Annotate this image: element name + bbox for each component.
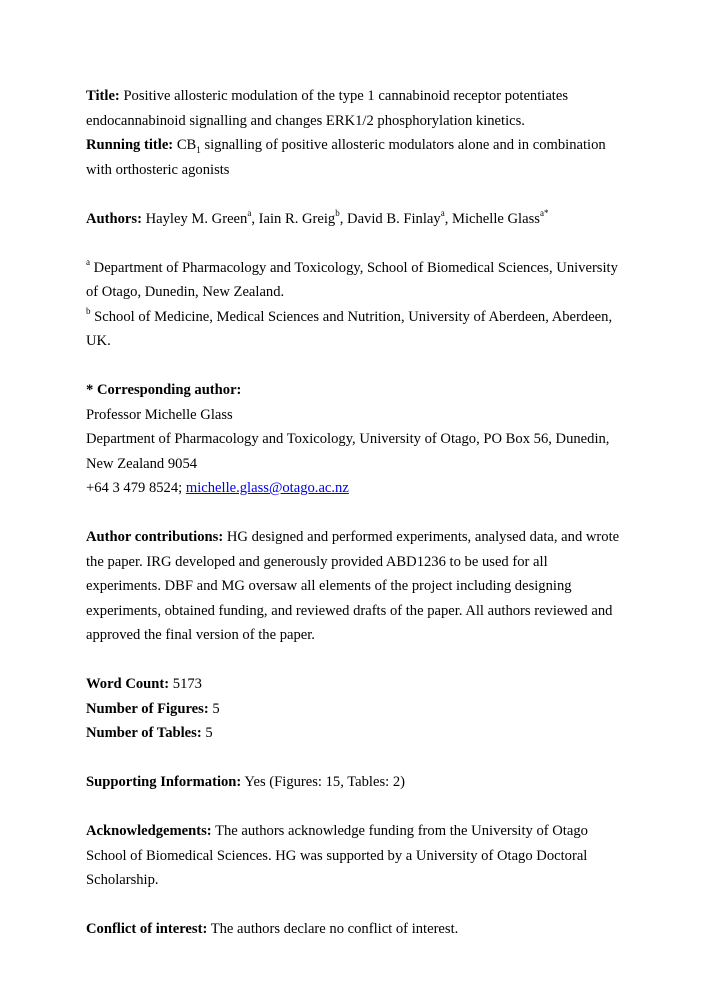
corresponding-name: Professor Michelle Glass — [86, 406, 233, 423]
running-title-paragraph — [86, 133, 626, 182]
running-title-label: Running title: — [86, 137, 174, 153]
author-separator: , — [444, 210, 452, 227]
supporting-info-line — [86, 770, 626, 795]
supporting-info-text: Yes (Figures: 15, Tables: 2) — [244, 774, 406, 790]
contributions-paragraph — [86, 525, 626, 648]
word-count-line — [86, 672, 626, 697]
author-affiliation-mark: a* — [539, 207, 549, 218]
corresponding-address: Department of Pharmacology and Toxicology, University of Otago, PO Box 56, Dunedin, New Zealand 9054 — [86, 431, 610, 472]
conflict-text: The authors declare no conflict of interest. — [210, 921, 459, 937]
corresponding-phone: +64 3 479 8524; — [86, 480, 183, 496]
running-title-subscript: 1 — [196, 144, 201, 155]
title-text: Positive allosteric modulation of the type 1 cannabinoid receptor potentiates endocannabinoid signalling and changes ERK1/2 phosphorylation kinetics. — [86, 88, 569, 129]
author-name: David B. Finlay — [347, 210, 441, 227]
author-name: Michelle Glass — [451, 210, 540, 227]
author-affiliation-mark: a — [247, 207, 252, 218]
tables-count-value: 5 — [205, 725, 213, 741]
word-count-label: Word Count: — [86, 676, 170, 692]
author-affiliation-mark: b — [335, 207, 340, 218]
tables-count-line — [86, 721, 626, 746]
affiliation-a — [86, 256, 626, 305]
affiliation-mark: b — [86, 305, 91, 316]
authors-label: Authors: — [86, 210, 142, 227]
authors-line — [86, 207, 626, 232]
author-affiliation-mark: a — [440, 207, 445, 218]
corresponding-email-link[interactable]: michelle.glass@otago.ac.nz — [185, 480, 349, 496]
acknowledgements-paragraph — [86, 819, 626, 893]
author-separator: , — [339, 210, 348, 227]
running-title-text: signalling of positive allosteric modulators alone and in combination with orthosteric agonists — [86, 137, 606, 178]
corresponding-contact — [86, 476, 626, 501]
supporting-info-label: Supporting Information: — [86, 774, 242, 790]
conflict-of-interest-line — [86, 917, 626, 942]
corresponding-label-line — [86, 378, 626, 403]
contributions-text: HG designed and performed experiments, analysed data, and wrote the paper. IRG developed and generously provided ABD1236 to be used for all experiments. DBF and MG oversaw all elements of the project including designing experiments, obtained funding, and reviewed drafts of the paper. All authors reviewed and approved the final version of the paper. — [86, 529, 620, 643]
author-name: Iain R. Greig — [258, 210, 336, 227]
author-name: Hayley M. Green — [145, 210, 248, 227]
conflict-label: Conflict of interest: — [86, 921, 208, 937]
acknowledgements-text: The authors acknowledge funding from the University of Otago School of Biomedical Sciences. HG was supported by a University of Otago Doctoral Scholarship. — [86, 823, 588, 888]
affiliation-mark: a — [86, 256, 90, 267]
acknowledgements-label: Acknowledgements: — [86, 823, 212, 839]
affiliation-text: Department of Pharmacology and Toxicology, School of Biomedical Sciences, University of Otago, Dunedin, New Zealand. — [86, 259, 618, 300]
affiliation-text: School of Medicine, Medical Sciences and Nutrition, University of Aberdeen, Aberdeen, UK. — [86, 308, 613, 349]
word-count-value: 5173 — [172, 676, 202, 692]
title-paragraph — [86, 84, 626, 133]
figures-count-line — [86, 697, 626, 722]
corresponding-label: * Corresponding author: — [86, 382, 242, 398]
title-page — [86, 84, 626, 942]
figures-count-label: Number of Figures: — [86, 700, 209, 717]
author-separator: , — [251, 210, 259, 227]
contributions-label: Author contributions: — [86, 529, 224, 545]
affiliation-b — [86, 305, 626, 354]
tables-count-label: Number of Tables: — [86, 725, 202, 741]
running-title-prefix: CB — [176, 137, 197, 153]
figures-count-value: 5 — [212, 700, 220, 717]
title-label: Title: — [86, 88, 120, 104]
